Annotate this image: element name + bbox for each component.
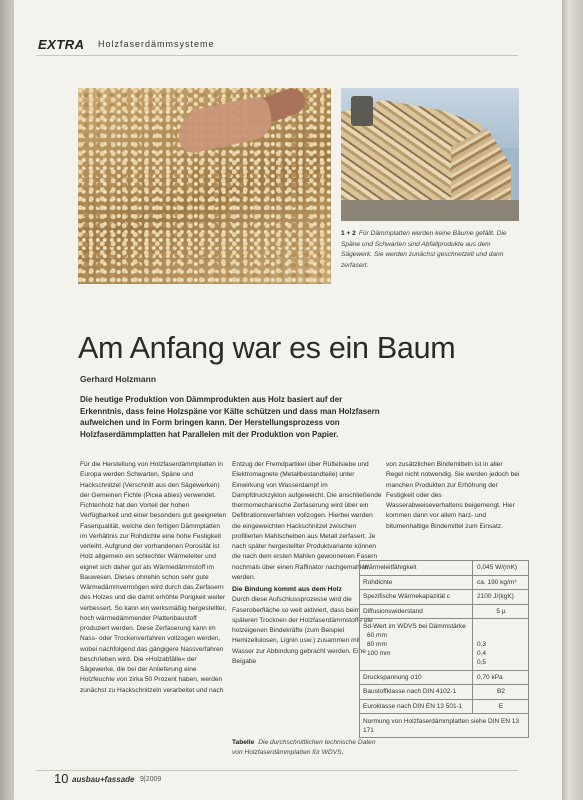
table-cell-value: B2 [473, 685, 529, 700]
table-cell-label: Spezifische Wärmekapazität c [360, 590, 473, 605]
sd-val-60: 0,3 [477, 640, 487, 648]
table-cell-value [473, 619, 529, 670]
sd-label: Sd-Wert im WDVS bei Dämmstärke [363, 622, 466, 630]
excavator-shape [351, 96, 373, 126]
hand-shape [174, 95, 276, 156]
text-column-1 [80, 460, 227, 696]
subheading: Die Bindung kommt aus dem Holz [232, 586, 342, 593]
table-cell-label: Euroklasse nach DIN EN 13 501-1 [360, 699, 473, 714]
table-cell-value: 0,045 W/(mK) [473, 561, 529, 576]
footer-rule [36, 770, 518, 771]
table-row [360, 590, 529, 605]
page-edge-left [0, 0, 14, 800]
text-column-3 [386, 460, 520, 532]
magazine-name: ausbau+fassade [72, 775, 135, 784]
table-cell-label: Diffusionswiderstand [360, 604, 473, 619]
column-2-text-a: Entzug der Fremdpartikel über Rüttelsiebe und Elektromagnete (Metallbestandteile) unter Einwirkung von Wasserdampf im Dampfdruckzyklon aufgeweicht. Die anschließende thermomechanische Zerfaserung wird über ein Defibrationsverfahren vollzogen. Hierbei werden die eingeweichten Hackschnitzel zwischen profilierten Mahlscheiben aus Metall zerfasert. Je nach später hergestellter Produktvariante können die nach dem ersten Mahlen gewonnenen Fasern nochmals über einen Raffinator nachgemahlen werden. [232, 461, 382, 581]
table-cell-value: 2100 J/(kgK) [473, 590, 529, 605]
sd-sub-80: 80 mm [367, 640, 387, 648]
table-caption-label: Tabelle [232, 739, 255, 746]
header-rule [36, 55, 518, 56]
section-label: EXTRA [38, 37, 85, 52]
article-lead: Die heutige Produktion von Dämmprodukten aus Holz basiert auf der Erkenntnis, dass feine Holzspäne vor Kälte schützen und dass man Holzfasern aufweichen und in Form bringen kann. Der Herstellungsprozess von Holzfaserdämmplatten hat Parallelen mit der Produktion von Papier. [80, 395, 380, 439]
section-topic: Holzfaserdämmsysteme [98, 39, 215, 49]
table-cell-value: ca. 190 kg/m³ [473, 575, 529, 590]
column-1-text: Für die Herstellung von Holzfaserdämmplatten in Europa werden Schwarten, Späne und Hackschnitzel (Verschnitt aus den Sägewerken) der Gemeinen Fichte (Picea abies) verwendet. Fichtenholz hat den Vorteil der hohen Verfügbarkeit und einer besonders gut geeigneten Faserqualität, welche den fertigen Dämmplatten im Verhältnis zur Rohdichte eine hohe Festigkeit verleiht. Aufgrund der vorhandenen Porosität ist Holz allgemein ein schlechter Wärmeleiter und eignet sich daher gut als Wärmedämmstoff im Bauwesen. Dieses ohnehin schon sehr gute Wärmedämmvermögen wird durch das Zerfasern des Holzes und die damit erhöhte Porigkeit weiter verbessert. So kann ein werksmäßig hergestellter, hoch wärmedämmender Plattenbaustoff produziert werden. Diese Zerfaserung kann im Nass- oder Trockenverfahren vollzogen werden, wobei nachfolgend das gängigere Nassverfahren beschrieben wird. Die »Holzabfälle« der Sägewerke, die bei der Anlieferung eine Holzfeuchte von zirka 50 Prozent haben, werden zunächst zu Hackschnitzeln verarbeitet und nach [80, 461, 227, 694]
table-row [360, 699, 529, 714]
wood-pile-photo [341, 88, 519, 221]
column-2-text-b: Durch diese Aufschlussprozesse wird die Faseroberfläche so weit aktiviert, dass beim späteren Trocknen der Holzfaserdämmstoffe die holzeigenen Bindekräfte (zum Beispiel Hemizellulosen, Lignin usw.) zusammen mit Wasser zur Abbindung gebracht werden. Eine Beigabe [232, 596, 373, 665]
table-row [360, 561, 529, 576]
sd-sub-60: 60 mm [367, 631, 387, 639]
table-cell-label [360, 619, 473, 670]
photo-caption [341, 229, 519, 271]
table-row [360, 714, 529, 738]
table-cell-value: E [473, 699, 529, 714]
table-row [360, 575, 529, 590]
table-row [360, 685, 529, 700]
table-cell-label: Wärmeleitfähigkeit [360, 561, 473, 576]
table-cell-label: Normung von Holzfaserdämmplatten siehe DIN EN 13 171 [360, 714, 529, 738]
article-title: Am Anfang war es ein Baum [78, 331, 456, 366]
caption-number: 1 + 2 [341, 230, 356, 237]
table-row [360, 670, 529, 685]
ground-area [341, 200, 519, 221]
caption-text: Für Dämmplatten werden keine Bäume gefällt. Die Späne und Schwarten sind Abfallprodukte aus dem Sägewerk. Sie werden zunächst geschnetzelt und dann zerfasert. [341, 230, 507, 269]
table-cell-label: Druckspannung σ10 [360, 670, 473, 685]
table-caption-text: Die durchschnittlichen technische Daten von Holzfaserdämmplatten für WDVS. [232, 739, 376, 756]
sd-val-80: 0,4 [477, 650, 487, 658]
column-3-text: von zusätzlichen Bindemitteln ist in aller Regel nicht notwendig. Sie werden jedoch bei manchen Produkten zur Erhöhung der Festigkeit oder des Wasserabweiseverhaltens beigemengt. Hier kommen dann vor allem harz- und bitumenhaltige Bindemittel zum Einsatz. [386, 461, 520, 530]
table-row [360, 619, 529, 670]
table-row [360, 604, 529, 619]
page-edge-right [562, 0, 583, 800]
table-cell-label: Baustoffklasse nach DIN 4102-1 [360, 685, 473, 700]
issue-number: 9|2009 [140, 776, 162, 783]
technical-data-table [359, 560, 529, 738]
table-cell-value: 0,70 kPa [473, 670, 529, 685]
page-number: 10 [54, 771, 69, 786]
article-author: Gerhard Holzmann [80, 374, 157, 384]
table-caption [232, 738, 382, 758]
table-cell-label: Rohdichte [360, 575, 473, 590]
wood-chips-photo [78, 88, 331, 284]
table-cell-value: 5 µ [473, 604, 529, 619]
sd-sub-100: 100 mm [367, 650, 391, 658]
sd-val-100: 0,5 [477, 659, 487, 667]
